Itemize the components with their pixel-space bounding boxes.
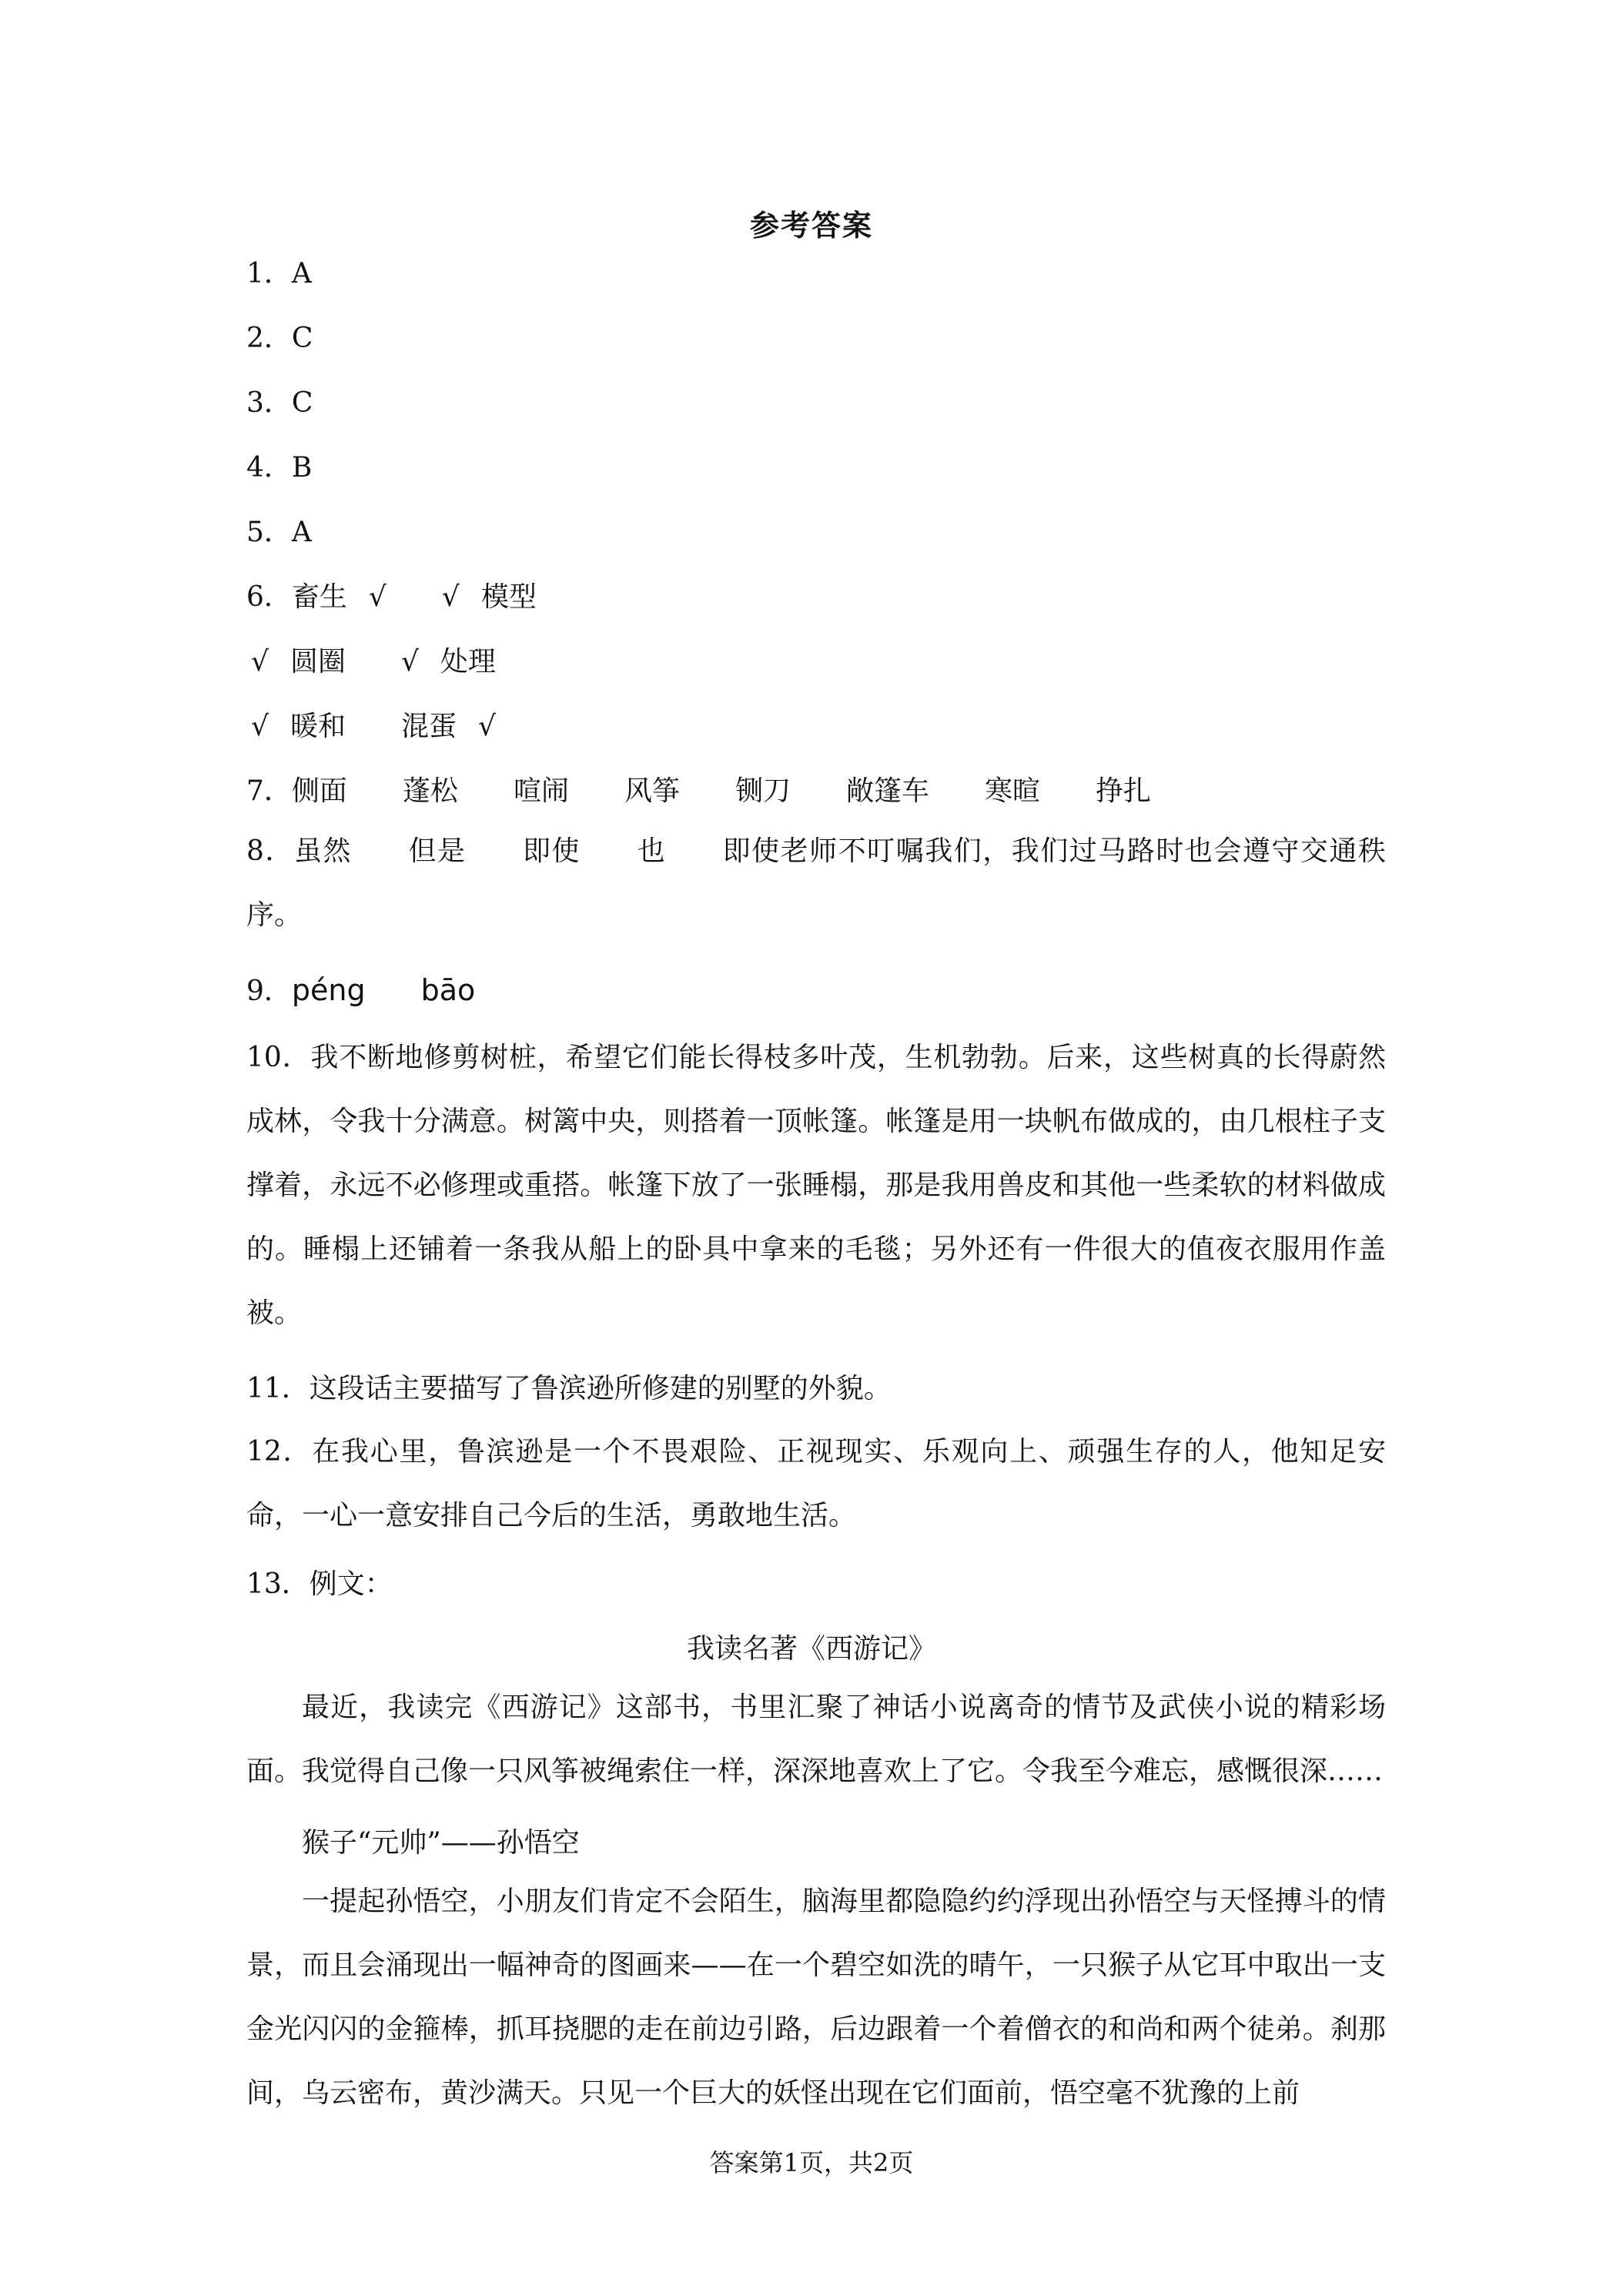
answer-7-word: 风筝 (624, 775, 680, 807)
answer-13-label: 13．例文： (246, 1568, 393, 1600)
answer-6-item: 圆圈 (289, 646, 346, 678)
answer-4: 4．B (246, 452, 313, 484)
essay-subtitle: 猴子“元帅”——孙悟空 (302, 1827, 580, 1859)
answer-6-mark: √ (400, 646, 419, 678)
answer-9-number: 9． (246, 976, 292, 1007)
answer-9-pinyin: bāo (420, 973, 476, 1007)
answer-6-row-2 (251, 644, 496, 681)
answer-7-word: 蓬松 (402, 775, 458, 807)
answer-7-word: 喧闹 (513, 775, 569, 807)
answer-2: 2．C (246, 323, 313, 354)
essay-paragraph-2: 一提起孙悟空，小朋友们肯定不会陌生，脑海里都隐隐约约浮现出孙悟空与天怪搏斗的情景，而且会涌现出一幅神奇的图画来——在一个碧空如洗的晴午，一只猴子从它耳中取出一支金光闪闪的金箍棒，抓耳挠腮的走在前边引路，后边跟着一个着僧衣的和尚和两个徒弟。刹那间，乌云密布，黄沙满天。只见一个巨大的妖怪出现在它们面前，悟空毫不犹豫的上前 (246, 1886, 1386, 2109)
answer-7-number: 7． (246, 775, 292, 807)
answer-7-word: 挣扎 (1096, 775, 1152, 807)
answer-8-sentence: 即使老师不叮嘱我们，我们过马路时也会遵守交通秩序。 (246, 835, 1386, 931)
answer-3: 3．C (246, 387, 313, 419)
answer-12: 12．在我心里，鲁滨逊是一个不畏艰险、正视现实、乐观向上、顽强生存的人，他知足安命，一心一意安排自己今后的生活，勇敢地生活。 (246, 1436, 1386, 1531)
answer-6-mark: √ (441, 581, 460, 613)
answer-5: 5．A (246, 517, 312, 548)
answer-6-mark: √ (251, 646, 269, 678)
answer-7-word: 寒暄 (985, 775, 1041, 807)
answer-8 (246, 819, 1386, 947)
answer-6-row-1 (246, 579, 537, 616)
essay-paragraph-1: 最近，我读完《西游记》这部书，书里汇聚了神话小说离奇的情节及武侠小说的精彩场面。我觉得自己像一只风筝被绳索住一样，深深地喜欢上了它。令我至今难忘，感慨很深…… (246, 1692, 1386, 1787)
essay-title: 我读名著《西游记》 (686, 1633, 936, 1665)
answer-11: 11．这段话主要描写了鲁滨逊所修建的别墅的外貌。 (246, 1373, 892, 1404)
answer-8-word: 也 (636, 835, 667, 867)
answer-7-word: 侧面 (291, 775, 347, 807)
answer-6-item: 模型 (480, 581, 537, 613)
answer-8-number: 8． (246, 835, 294, 867)
answer-6-mark: √ (477, 711, 496, 742)
answer-6-item: 畜生 (291, 581, 347, 613)
answer-8-word: 即使 (521, 835, 581, 867)
answer-10: 10．我不断地修剪树桩，希望它们能长得枝多叶茂，生机勃勃。后来，这些树真的长得蔚然成林，令我十分满意。树篱中央，则搭着一顶帐篷。帐篷是用一块帆布做成的，由几根柱子支撑着，永远不必修理或重搭。帐篷下放了一张睡榻，那是我用兽皮和其他一些柔软的材料做成的。睡榻上还铺着一条我从船上的卧具中拿来的毛毯；另外还有一件很大的值夜衣服用作盖被。 (246, 1042, 1386, 1329)
answer-7-word: 敞篷车 (845, 775, 929, 807)
answer-1: 1．A (246, 258, 312, 290)
answer-6-mark: √ (251, 711, 269, 742)
answer-6-item: 暖和 (289, 711, 346, 742)
answer-8-word: 虽然 (293, 835, 352, 867)
answer-7 (246, 773, 1151, 810)
answer-8-word: 但是 (407, 835, 467, 867)
answer-9-pinyin: péng (291, 973, 366, 1007)
answer-6-item: 处理 (440, 646, 496, 678)
answer-9 (246, 972, 475, 1010)
page-footer: 答案第1页，共2页 (709, 2148, 914, 2177)
answer-6-row-3 (251, 708, 496, 745)
page-title: 参考答案 (749, 208, 873, 243)
answer-7-word: 铡刀 (735, 775, 791, 807)
answer-6-item: 混蛋 (400, 711, 457, 742)
answer-6-mark: √ (368, 581, 387, 613)
answer-6-number: 6． (246, 581, 292, 613)
